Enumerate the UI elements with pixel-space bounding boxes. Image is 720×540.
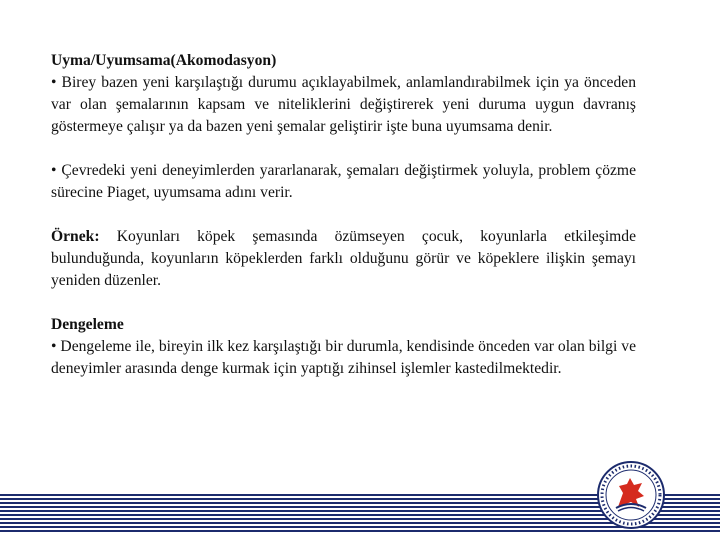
paragraph-dengeleme-definition: • Dengeleme ile, bireyin ilk kez karşılaştığı bir durumla, kendisinde önceden var olan bilgi ve deneyimler arasında denge kurmak için yaptığı zihinsel işlemler kastedilmektedir. xyxy=(51,338,636,377)
spacer xyxy=(51,138,636,160)
example-label: Örnek: xyxy=(51,228,100,245)
paragraph-piaget: • Çevredeki yeni deneyimlerden yararlanarak, şemaları değiştirmek yoluyla, problem çözme sürecine Piaget, uyumsama adını verir. xyxy=(51,162,636,201)
spacer xyxy=(51,204,636,226)
example-text: Koyunları köpek şemasında özümseyen çocuk, koyunlarla etkileşimde bulunduğunda, koyunların köpeklerden farklı olduğunu görür ve köpeklere ilişkin şemayı yeniden düzenler. xyxy=(51,228,636,289)
heading-uyma: Uyma/Uyumsama(Akomodasyon) xyxy=(51,52,277,69)
paragraph-example xyxy=(51,226,636,292)
heading-dengeleme: Dengeleme xyxy=(51,316,124,333)
university-seal-icon xyxy=(596,460,666,530)
slide-content xyxy=(51,50,636,380)
spacer xyxy=(51,292,636,314)
paragraph-uyumsama-definition: • Birey bazen yeni karşılaştığı durumu açıklayabilmek, anlamlandırabilmek için ya önceden var olan şemalarının kapsam ve niteliklerini değiştirerek yeni duruma uygun davranış göstermeye çalışır ya da bazen yeni şemalar geliştirir işte buna uyumsama denir. xyxy=(51,74,636,135)
